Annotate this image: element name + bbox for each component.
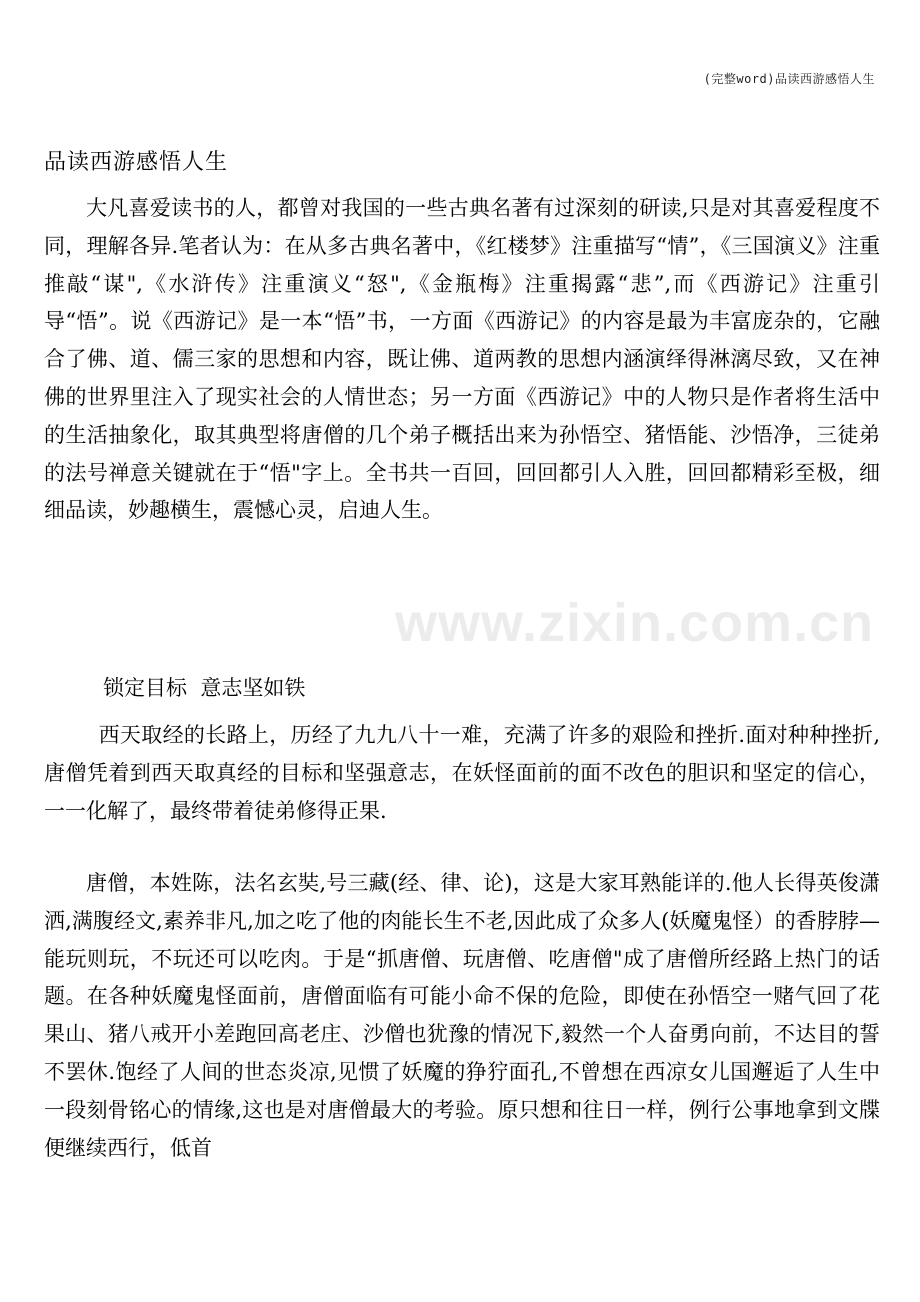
watermark-text: www.zixin.com.cn (395, 593, 875, 653)
paragraph-tang-seng: 唐僧，本姓陈，法名玄奘,号三藏(经、律、论)，这是大家耳熟能详的.他人长得英俊潇洒,满腹经文,素养非凡,加之吃了他的肉能长生不老,因此成了众多人(妖魔鬼怪）的香脖脖—能玩则玩，不玩还可以吃肉。于是“抓唐僧、玩唐僧、吃唐僧"成了唐僧所经路上热门的话题。在各种妖魔鬼怪面前，唐僧面临有可能小命不保的危险，即使在孙悟空一赌气回了花果山、猪八戒开小差跑回高老庄、沙僧也犹豫的情况下,毅然一个人奋勇向前，不达目的誓不罢休.饱经了人间的世态炎凉,见惯了妖魔的狰狞面孔,不曾想在西凉女儿国邂逅了人生中一段刻骨铭心的情缘,这也是对唐僧最大的考验。原只想和往日一样，例行公事地拿到文牒便继续西行，低首 (44, 871, 880, 1160)
paragraph-journey: 西天取经的长路上，历经了九九八十一难，充满了许多的艰险和挫折.面对种种挫折,唐僧凭着到西天取真经的目标和坚强意志，在妖怪面前的面不改色的胆识和坚定的信心，一一化解了，最终带着徒弟修得正果. (44, 723, 880, 823)
running-header: (完整word)品读西游感悟人生 (703, 72, 875, 86)
document-title: 品读西游感悟人生 (44, 150, 229, 175)
section-subheading: 锁定目标 意志坚如铁 (103, 676, 306, 700)
paragraph-intro: 大凡喜爱读书的人，都曾对我国的一些古典名著有过深刻的研读,只是对其喜爱程度不同，理解各异.笔者认为：在从多古典名著中，《红楼梦》注重描写“情”，《三国演义》注重推敲“谋",《水浒传》注重演义“怒",《金瓶梅》注重揭露“悲”,而《西游记》注重引导“悟”。说《西游记》是一本“悟”书，一方面《西游记》的内容是最为丰富庞杂的，它融合了佛、道、儒三家的思想和内容，既让佛、道两教的思想内涵演绎得淋漓尽致，又在神佛的世界里注入了现实社会的人情世态；另一方面《西游记》中的人物只是作者将生活中的生活抽象化，取其典型将唐僧的几个弟子概括出来为孙悟空、猪悟能、沙悟净，三徒弟的法号禅意关键就在于“悟"字上。全书共一百回，回回都引人入胜，回回都精彩至极，细细品读，妙趣横生，震憾心灵，启迪人生。 (44, 196, 880, 523)
